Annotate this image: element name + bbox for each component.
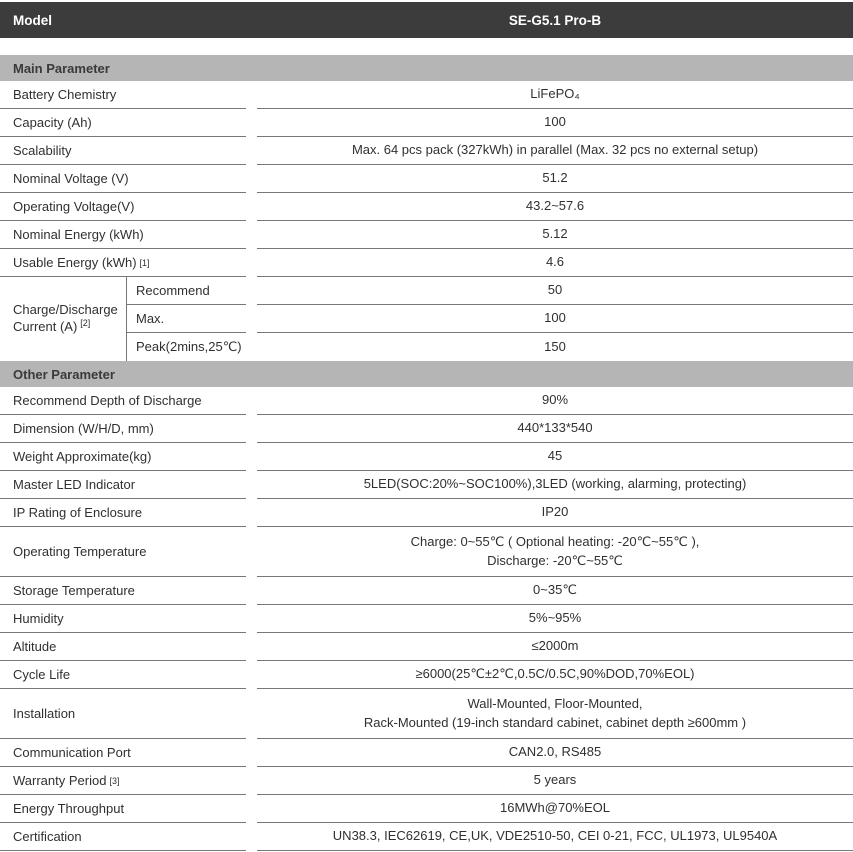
column-gap bbox=[246, 221, 257, 249]
row-value bbox=[257, 689, 853, 739]
section-header-other-parameter bbox=[0, 361, 853, 387]
row-value-line: Charge: 0~55℃ ( Optional heating: -20℃~55℃ ), bbox=[410, 533, 700, 549]
group-label bbox=[0, 277, 127, 361]
table-row bbox=[0, 443, 853, 471]
table-row bbox=[0, 165, 853, 193]
table-row bbox=[127, 277, 853, 305]
row-label: Recommend bbox=[127, 277, 246, 305]
column-gap bbox=[246, 471, 257, 499]
row-value bbox=[257, 277, 853, 305]
row-value bbox=[257, 767, 853, 795]
table-row bbox=[0, 823, 853, 851]
model-label: Model bbox=[13, 12, 52, 28]
row-label: Scalability bbox=[0, 137, 246, 165]
table-row bbox=[0, 193, 853, 221]
row-value bbox=[257, 661, 853, 689]
row-value-line: 4.6 bbox=[545, 254, 565, 270]
row-value-line: UN38.3, IEC62619, CE,UK, VDE2510-50, CEI 0-21, FCC, UL1973, UL9540A bbox=[332, 828, 778, 844]
row-label: Usable Energy (kWh) [1] bbox=[0, 249, 246, 277]
row-value-line: 50 bbox=[547, 282, 563, 298]
column-gap bbox=[246, 739, 257, 767]
section-title: Other Parameter bbox=[13, 366, 115, 382]
column-gap bbox=[246, 633, 257, 661]
row-value-line: 5%~95% bbox=[528, 610, 582, 626]
row-value bbox=[257, 471, 853, 499]
row-value-line: ≥6000(25℃±2℃,0.5C/0.5C,90%DOD,70%EOL) bbox=[415, 666, 695, 682]
row-label: Humidity bbox=[0, 605, 246, 633]
row-label: Altitude bbox=[0, 633, 246, 661]
column-gap bbox=[246, 605, 257, 633]
column-gap bbox=[246, 109, 257, 137]
row-value-line: 5 years bbox=[533, 772, 577, 788]
section-header-main-parameter bbox=[0, 55, 853, 81]
table-row bbox=[0, 81, 853, 109]
column-gap bbox=[246, 305, 257, 333]
column-gap bbox=[246, 689, 257, 739]
row-value bbox=[257, 577, 853, 605]
row-label: Operating Voltage(V) bbox=[0, 193, 246, 221]
row-value bbox=[257, 81, 853, 109]
column-gap bbox=[246, 527, 257, 577]
table-row bbox=[0, 767, 853, 795]
row-label: IP Rating of Enclosure bbox=[0, 499, 246, 527]
row-value-line: Wall-Mounted, Floor-Mounted, bbox=[467, 695, 643, 711]
row-value bbox=[257, 499, 853, 527]
column-gap bbox=[246, 415, 257, 443]
column-gap bbox=[246, 795, 257, 823]
row-label: Capacity (Ah) bbox=[0, 109, 246, 137]
column-gap bbox=[246, 387, 257, 415]
row-value bbox=[257, 823, 853, 851]
table-row bbox=[0, 795, 853, 823]
column-gap bbox=[246, 499, 257, 527]
row-value-line: 45 bbox=[547, 448, 563, 464]
row-value-line: 51.2 bbox=[542, 170, 568, 186]
main-parameter-rows bbox=[0, 81, 853, 277]
row-value bbox=[257, 305, 853, 333]
row-value bbox=[257, 333, 853, 361]
table-row bbox=[0, 739, 853, 767]
row-value bbox=[257, 109, 853, 137]
column-gap bbox=[246, 249, 257, 277]
table-row bbox=[0, 471, 853, 499]
row-value-line: Max. 64 pcs pack (327kWh) in parallel (Max. 32 pcs no external setup) bbox=[351, 142, 759, 158]
row-label: Nominal Voltage (V) bbox=[0, 165, 246, 193]
column-gap bbox=[246, 443, 257, 471]
footnote-marker: [2] bbox=[80, 317, 91, 328]
row-value-line: 5.12 bbox=[542, 226, 568, 242]
table-row bbox=[0, 527, 853, 577]
row-value-line: 0~35℃ bbox=[533, 582, 577, 598]
row-label: Recommend Depth of Discharge bbox=[0, 387, 246, 415]
table-row bbox=[0, 249, 853, 277]
row-label: Storage Temperature bbox=[0, 577, 246, 605]
row-label: Operating Temperature bbox=[0, 527, 246, 577]
row-label: Weight Approximate(kg) bbox=[0, 443, 246, 471]
model-header-bar bbox=[0, 2, 853, 38]
column-gap bbox=[246, 823, 257, 851]
row-value bbox=[257, 387, 853, 415]
table-row bbox=[0, 577, 853, 605]
row-label: Nominal Energy (kWh) bbox=[0, 221, 246, 249]
column-gap bbox=[246, 333, 257, 361]
row-value-line: 43.2~57.6 bbox=[525, 198, 585, 214]
row-value bbox=[257, 193, 853, 221]
table-row bbox=[0, 689, 853, 739]
row-value bbox=[257, 605, 853, 633]
group-label-text-wrap bbox=[13, 302, 126, 336]
row-value-line: 150 bbox=[544, 338, 566, 354]
column-gap bbox=[246, 193, 257, 221]
row-value bbox=[257, 137, 853, 165]
row-value-line: 5LED(SOC:20%~SOC100%),3LED (working, alarming, protecting) bbox=[363, 476, 747, 492]
column-gap bbox=[246, 767, 257, 795]
row-label: Peak(2mins,25℃) bbox=[136, 339, 242, 354]
row-value-line: ≤2000m bbox=[531, 638, 579, 654]
charge-discharge-group bbox=[0, 277, 853, 361]
row-value bbox=[257, 415, 853, 443]
row-value bbox=[257, 165, 853, 193]
row-label: Energy Throughput bbox=[0, 795, 246, 823]
model-value: SE-G5.1 Pro-B bbox=[508, 12, 602, 28]
row-value-line: Discharge: -20℃~55℃ bbox=[487, 552, 623, 568]
row-label: Battery Chemistry bbox=[0, 81, 246, 109]
row-value-line: 440*133*540 bbox=[517, 420, 593, 436]
row-label: Cycle Life bbox=[0, 661, 246, 689]
row-label: Max. bbox=[127, 305, 246, 333]
row-value-line: 100 bbox=[544, 310, 566, 326]
table-row bbox=[0, 137, 853, 165]
row-value bbox=[257, 527, 853, 577]
row-value bbox=[257, 739, 853, 767]
row-value bbox=[257, 633, 853, 661]
table-row bbox=[127, 305, 853, 333]
table-row bbox=[0, 633, 853, 661]
row-value bbox=[257, 249, 853, 277]
row-label: Master LED Indicator bbox=[0, 471, 246, 499]
row-value-line: CAN2.0, RS485 bbox=[508, 744, 602, 760]
column-gap bbox=[246, 277, 257, 305]
row-value-line: 100 bbox=[544, 114, 566, 130]
row-value bbox=[257, 795, 853, 823]
table-row bbox=[0, 605, 853, 633]
row-value-line: LiFePO₄ bbox=[530, 86, 580, 102]
section-title: Main Parameter bbox=[13, 60, 110, 76]
row-value-line: Rack-Mounted (19-inch standard cabinet, cabinet depth ≥600mm ) bbox=[363, 714, 747, 730]
table-row bbox=[0, 415, 853, 443]
column-gap bbox=[246, 137, 257, 165]
row-value bbox=[257, 443, 853, 471]
row-label: Certification bbox=[0, 823, 246, 851]
table-row bbox=[127, 333, 853, 361]
row-label: Communication Port bbox=[0, 739, 246, 767]
table-row bbox=[0, 221, 853, 249]
column-gap bbox=[246, 165, 257, 193]
column-gap bbox=[246, 577, 257, 605]
row-label: Warranty Period [3] bbox=[0, 767, 246, 795]
row-value-line: IP20 bbox=[541, 504, 569, 520]
table-row bbox=[0, 499, 853, 527]
column-gap bbox=[246, 661, 257, 689]
row-label: Installation bbox=[0, 689, 246, 739]
row-value-line: 16MWh@70%EOL bbox=[499, 800, 611, 816]
row-value bbox=[257, 221, 853, 249]
group-rows bbox=[127, 277, 853, 361]
row-value-line: 90% bbox=[541, 392, 569, 408]
table-row bbox=[0, 109, 853, 137]
row-label: Dimension (W/H/D, mm) bbox=[0, 415, 246, 443]
column-gap bbox=[246, 81, 257, 109]
group-label-text: Charge/Discharge Current (A) bbox=[13, 302, 118, 334]
table-row bbox=[0, 661, 853, 689]
table-row bbox=[0, 387, 853, 415]
other-parameter-rows bbox=[0, 387, 853, 851]
